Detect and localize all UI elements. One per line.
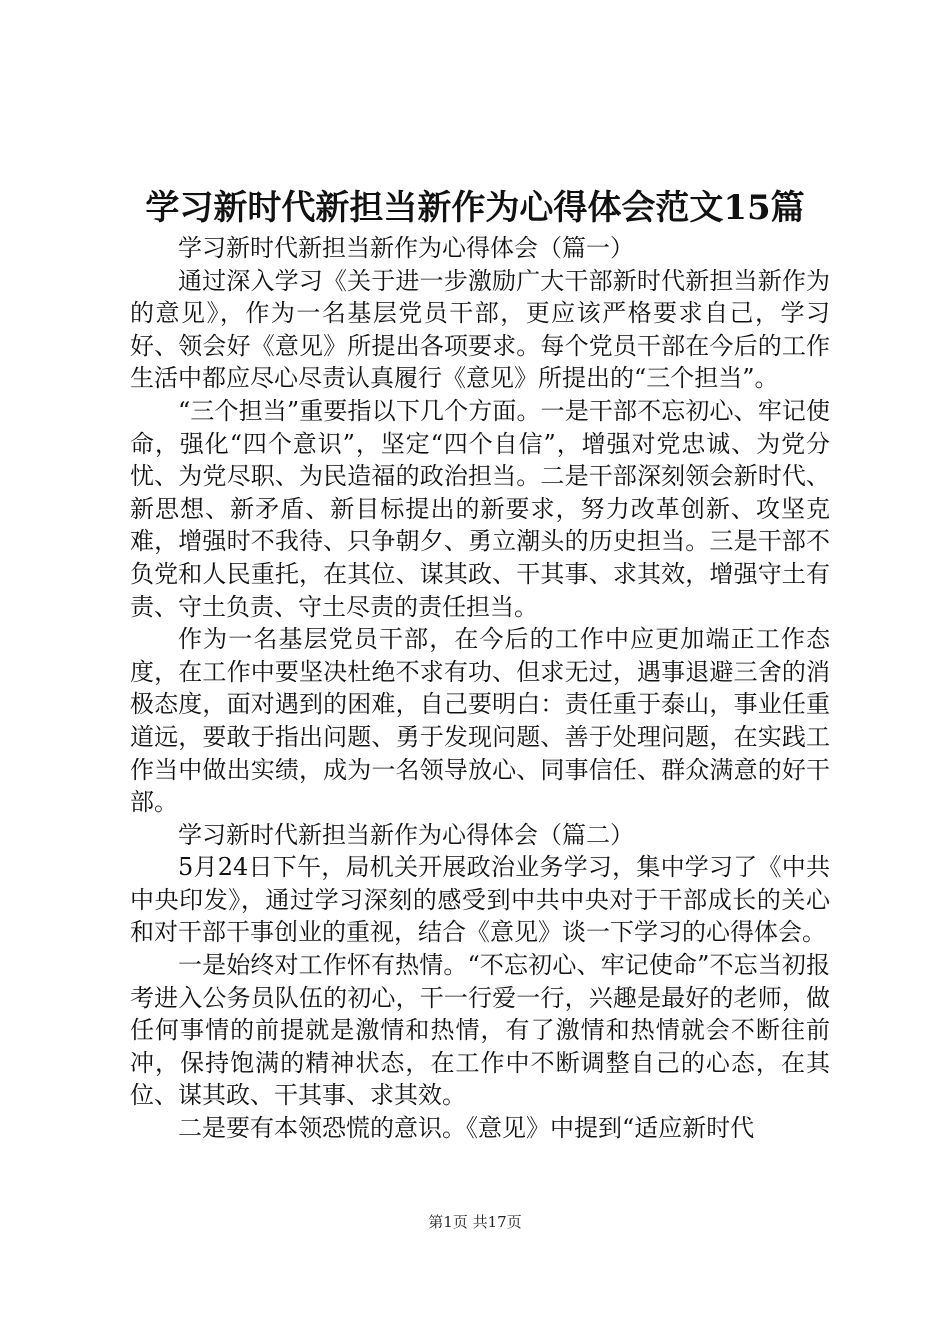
section-heading: 学习新时代新担当新作为心得体会（篇二） xyxy=(178,820,634,849)
section-heading: 学习新时代新担当新作为心得体会（篇一） xyxy=(178,234,634,262)
paragraph: 二是要有本领恐慌的意识。《意见》中提到“适应新时代 xyxy=(178,1114,755,1143)
page-number-footer: 第1页 共17页 xyxy=(428,1213,522,1231)
paragraph: 5月24日下午，局机关开展政治业务学习，集中学习了《中共中央印发》，通过学习深刻的感受到中共中央对于干部成长的关心和对干部干事创业的重视，结合《意见》谈一下学习的心得体会。 xyxy=(130,853,830,947)
document-body xyxy=(130,232,830,1145)
paragraph: 一是始终对工作怀有热情。“不忘初心、牢记使命”不忘当初报考进入公务员队伍的初心，干一行爱一行，兴趣是最好的老师，做任何事情的前提就是激情和热情，有了激情和热情就会不断往前冲，保持饱满的精神状态，在工作中不断调整自己的心态，在其位、谋其政、干其事、求其效。 xyxy=(130,951,830,1110)
document-title: 学习新时代新担当新作为心得体会范文15篇 xyxy=(145,188,805,228)
paragraph: “三个担当”重要指以下几个方面。一是干部不忘初心、牢记使命，强化“四个意识”，坚定“四个自信”，增强对党忠诚、为党分忧、为党尽职、为民造福的政治担当。二是干部深刻领会新时代、新思想、新矛盾、新目标提出的新要求，努力改革创新、攻坚克难，增强时不我待、只争朝夕、勇立潮头的历史担当。三是干部不负党和人民重托，在其位、谋其政、干其事、求其效，增强守土有责、守土负责、守土尽责的责任担当。 xyxy=(130,396,830,621)
paragraph: 通过深入学习《关于进一步激励广大干部新时代新担当新作为的意见》，作为一名基层党员干部，更应该严格要求自己，学习好、领会好《意见》所提出各项要求。每个党员干部在今后的工作生活中都应尽心尽责认真履行《意见》所提出的“三个担当”。 xyxy=(130,266,830,393)
paragraph: 作为一名基层党员干部，在今后的工作中应更加端正工作态度，在工作中要坚决杜绝不求有功、但求无过，遇事退避三舍的消极态度，面对遇到的困难，自己要明白：责任重于泰山，事业任重道远，要敢于指出问题、勇于发现问题、善于处理问题，在实践工作当中做出实绩，成为一名领导放心、同事信任、群众满意的好干部。 xyxy=(130,625,830,817)
